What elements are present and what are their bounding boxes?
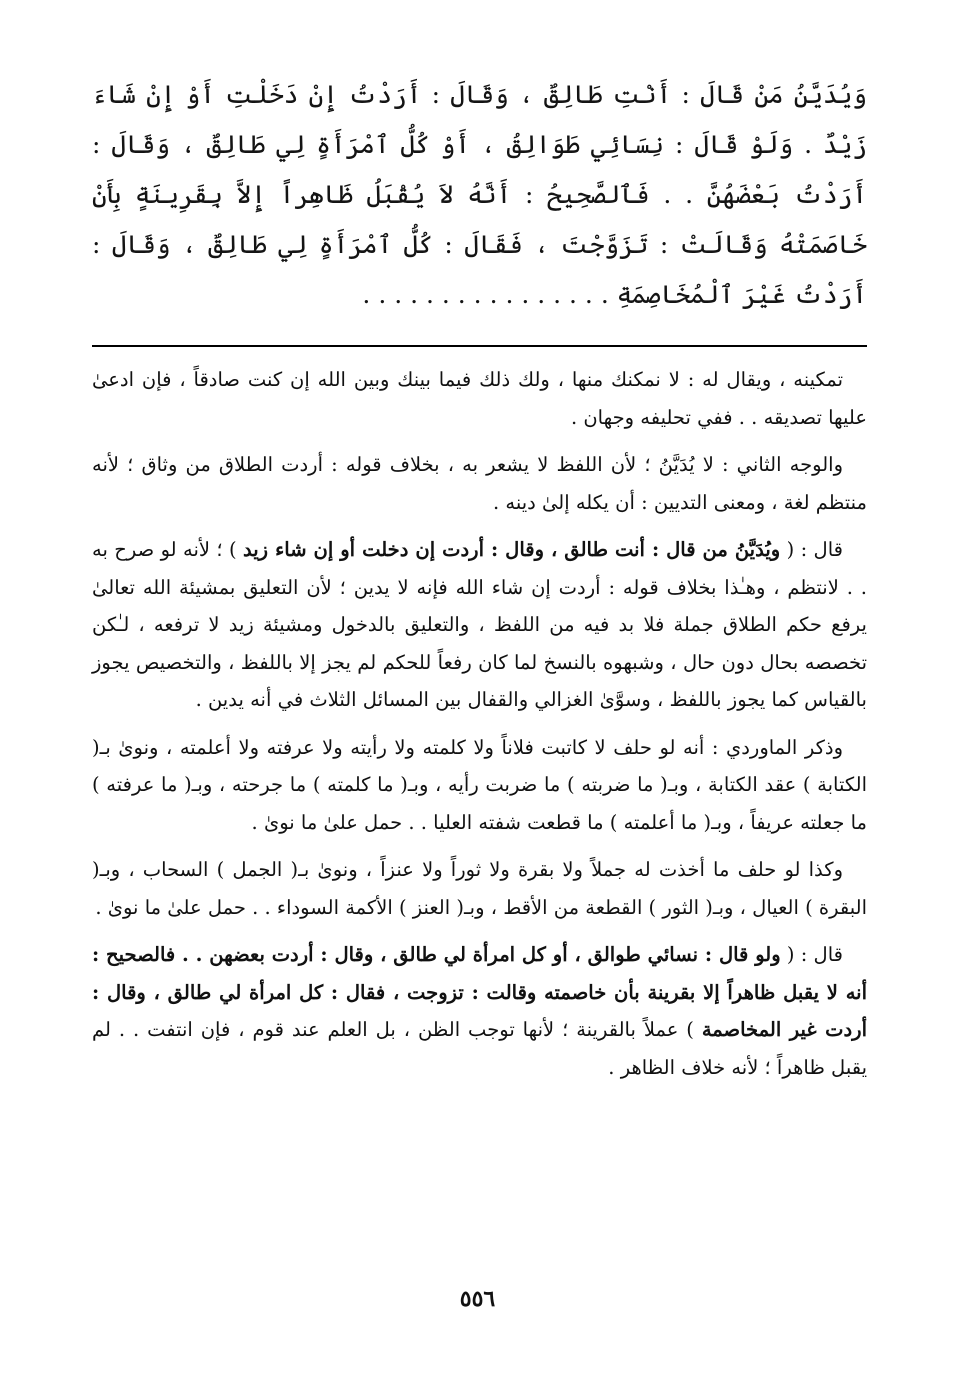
commentary-paragraph: [92, 531, 867, 719]
commentary-text: ) عملاً بالقرينة ؛ لأنها توجب الظن ، بل العلم عند قوم ، فإن انتفت . . لم يقبل ظاهراً ؛ لأنه خلاف الظاهر .: [92, 1018, 867, 1079]
commentary-text: ) ؛ لأنه لو صرح به . . لانتظم ، وهـٰذا بخلاف قوله : أردت إن شاء الله فإنه لا يدين ؛ لأن التعليق بمشيئة الله تعالىٰ يرفع حكم الطلاق جملة فلا بد فيه من اللفظ ، والتعليق بالدخول ومشيئة زيد لا ترفعه ، لـٰكن تخصصه بحال دون حال ، وشبهوه بالنسخ لما كان رفعاً للحكم لم يجز إلا باللفظ ، والتخصيص يجوز بالقياس كما يجوز باللفظ ، وسوَّىٰ الغزالي والقفال بين المسائل الثلاث في أنه يدين .: [92, 538, 867, 711]
quote-open: قال : (: [780, 943, 843, 966]
quoted-matn: ولو قال : نسائي طوالق ، أو كل امرأة لي طالق ، وقال : أردت بعضهن . . فالصحيح : أنه لا يقبل ظاهراً إلا بقرينة بأن خاصمته وقالت : تزوجت ، فقال : كل امرأة لي طالق ، وقال : أردت غير المخاصمة: [92, 943, 867, 1041]
quote-open: قال : (: [780, 538, 843, 561]
commentary-paragraph: تمكينه ، ويقال له : لا نمكنك منها ، ولك ذلك فيما بينك وبين الله إن كنت صادقاً ، فإن ادعىٰ عليها تصديقه . . ففي تحليفه وجهان .: [92, 368, 867, 429]
commentary-paragraph: وذكر الماوردي : أنه لو حلف لا كاتبت فلاناً ولا كلمته ولا رأيته ولا عرفته ولا أعلمته ، ونوىٰ بـ( الكتابة ) عقد الكتابة ، وبـ( ما ضربته ) ما ضربت رأيه ، وبـ( ما كلمته ) ما جرحته ، وبـ( ما عرفته ) ما جعلته عريفاً ، وبـ( ما أعلمته ) ما قطعت شفته العليا . . حمل علىٰ ما نوىٰ .: [92, 735, 867, 834]
commentary-paragraph: [92, 936, 867, 1086]
separator-rule: [92, 345, 867, 347]
commentary-paragraph: وكذا لو حلف ما أخذت له جملاً ولا بقرة ولا ثوراً ولا عنزاً ، ونوىٰ بـ( الجمل ) السحاب ، وبـ( البقرة ) العيال ، وبـ( الثور ) القطعة من الأقط ، وبـ( العنز ) الأكمة السوداء . . حمل علىٰ ما نوىٰ .: [92, 858, 867, 919]
page-body: [92, 70, 867, 1096]
matn-text: وَيُدَيَّنُ مَنْ قَالَ : أَنْتِ طَالِقٌ ، وَقَالَ : أَرَدْتُ إِنْ دَخَلْتِ أَوْ إِنْ شَاءَ زَيْدٌ . وَلَوْ قَالَ : نِسَائِي طَوَالِقُ ، أَوْ كُلُّ ٱمْرَأَةٍ لِي طَالِقٌ ، وَقَالَ : أَرَدْتُ بَعْضَهُنَّ . . فَٱلصَّحِيحُ : أَنَّهُ لاَ يُقْبَلُ ظَاهِراً إِلاَّ بِقَرِينَةٍ بِأَنْ خَاصَمَتْهُ وَقَالَتْ : تَزَوَّجْتَ ، فَقَالَ : كُلُّ ٱمْرَأَةٍ لِي طَالِقٌ ، وَقَالَ : أَرَدْتُ غَيْرَ ٱلْمُخَاصِمَةِ . . . . . . . . . . . . . . . .: [92, 80, 867, 309]
page-number: ٥٥٦: [459, 1286, 496, 1312]
commentary-paragraph: والوجه الثاني : لا يُدَيَّنُ ؛ لأن اللفظ لا يشعر به ، بخلاف قوله : أردت الطلاق من وثاق ؛ لأنه منتظم لغة ، ومعنى التديين : أن يكله إلىٰ دينه .: [92, 453, 867, 514]
commentary: [92, 361, 867, 1086]
quoted-matn: ويُدَيَّنُ من قال : أنت طالق ، وقال : أردت إن دخلت أو إن شاء زيد: [243, 538, 781, 561]
